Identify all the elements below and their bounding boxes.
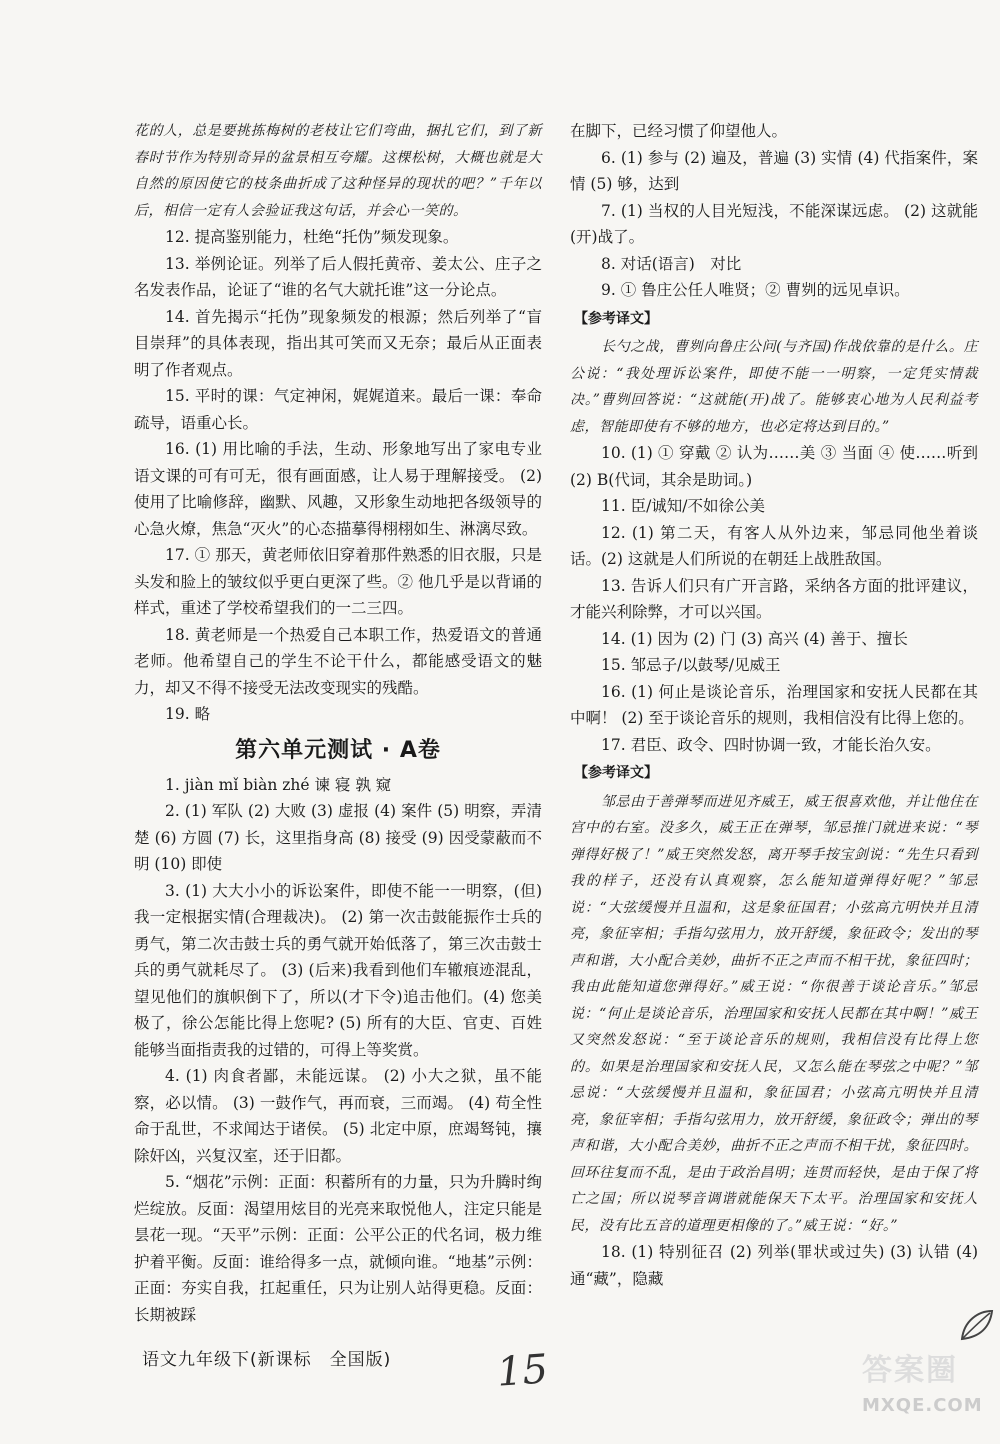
unit6-answer-14: 14. (1) 因为 (2) 门 (3) 高兴 (4) 善于、擅长 (601, 629, 908, 648)
reference-translation-2: 邹忌由于善弹琴而进见齐威王，威王很喜欢他，并让他住在宫中的右室。没多久，威王正在弹琴，邹忌推门就进来说：“琴弹得好极了！”威王突然发怒，离开琴手按宝剑说：“先生只看到我的样子，还没有认真观察，怎么能知道弹得好呢？”邹忌说：“大弦缓慢并且温和，这是象征国君；小弦高亢明快并且清亮，象征宰相；手指勾弦用力，放开舒缓，象征政令；发出的琴声和谐，大小配合美妙，曲折不正之声而不相干扰，象征四时；我由此能知道您弹得好。”威王说：“你很善于谈论音乐。”邹忌说：“何止是谈论音乐，治理国家和安抚人民都在其中啊！”威王又突然发怒说：“至于谈论音乐的规则，我相信没有比得上您的。如果是治理国家和安抚人民，又怎么能在琴弦之中呢？”邹忌说：“大弦缓慢并且温和，象征国君；小弦高亢明快并且清亮，象征宰相；手指勾弦用力，放开舒缓，象征政令；弹出的琴声和谐，大小配合美妙，曲折不正之声而不相干扰，象征四时。回环往复而不乱，是由于政治昌明；连贯而轻快，是由于保了将亡之国；所以说琴音调谐就能保天下太平。治理国家和安抚人民，没有比五音的道理更相像的了。”威王说：“好。” (570, 793, 978, 1234)
unit6-answer-7: 7. (1) 当权的人目光短浅，不能深谋远虑。 (2) 这就能(开)战了。 (570, 201, 978, 246)
unit6-answer-8: 8. 对话(语言) 对比 (601, 254, 742, 273)
unit6-answer-3: 3. (1) 大大小小的诉讼案件，即使不能一一明察，(但) 我一定根据实情(合理裁决)。 (2) 第一次击鼓能振作士兵的勇气，第二次击鼓士兵的勇气就开始低落了，第三次击鼓士兵的勇气就耗尽了。 (3) (后来)我看到他们车辙痕迹混乱，望见他们的旗帜倒下了，所以(才下令)追击他们。(4) 您美极了，徐公怎能比得上您呢? (5) 所有的大臣、官吏、百姓能够当面指责我的过错的，可得上等奖赏。 (134, 881, 542, 1059)
unit6-answer-2: 2. (1) 军队 (2) 大败 (3) 虚报 (4) 案件 (5) 明察，弄清楚 (6) 方圆 (7) 长，这里指身高 (8) 接受 (9) 因受蒙蔽而不明 (10) 即使 (134, 802, 542, 873)
answer-18: 18. 黄老师是一个热爱自己本职工作，热爱语文的普通老师。他希望自己的学生不论干什么，都能感受语文的魅力，却又不得不接受无法改变现实的残酷。 (134, 625, 542, 697)
unit6-answer-15: 15. 邹忌子/以鼓琴/见威王 (601, 656, 781, 674)
page-number: 15 (495, 1346, 550, 1396)
unit6-answer-1: 1. jiàn mǐ biàn zhé 谏 寝 孰 窥 (165, 775, 392, 794)
unit6-answer-4: 4. (1) 肉食者鄙，未能远谋。 (2) 小大之狱，虽不能察，必以情。 (3) 一鼓作气，再而衰，三而竭。 (4) 苟全性命于乱世，不求闻达于诸侯。 (5) 北定中原，庶竭驽钝，攘除奸凶，兴复汉室，还于旧都。 (134, 1067, 542, 1165)
watermark-url: MXQE.COM (862, 1395, 983, 1416)
reference-translation-1: 长勺之战，曹刿向鲁庄公问(与齐国)作战依靠的是什么。庄公说：“我处理诉讼案件，即使不能一一明察，一定凭实情裁决。”曹刿回答说：“这就能(开)战了。能够衷心地为人民利益考虑，智能即使有不够的地方，也必定将达到目的。” (570, 339, 978, 435)
unit6-answer-10: 10. (1) ① 穿戴 ② 认为……美 ③ 当面 ④ 使……听到 (2) B(代词，其余是助词。) (570, 444, 978, 489)
unit6-answer-13: 13. 告诉人们只有广开言路，采纳各方面的批评建议，才能兴利除弊，才可以兴国。 (570, 576, 978, 621)
answer-15: 15. 平时的课：气定神闲，娓娓道来。最后一课：奉命疏导，语重心长。 (134, 387, 542, 432)
answer-13: 13. 举例论证。列举了后人假托黄帝、姜太公、庄子之名发表作品，论证了“谁的名气大就托谁”这一分论点。 (134, 254, 542, 299)
reference-translation-label: 【参考译文】 (574, 310, 658, 327)
answer-19: 19. 略 (165, 705, 211, 723)
unit6-answer-16: 16. (1) 何止是谈论音乐，治理国家和安抚人民都在其中啊！ (2) 至于谈论音乐的规则，我相信没有比得上您的。 (570, 682, 978, 727)
book-footer: 语文九年级下(新课标 全国版) (142, 1350, 392, 1370)
left-column (134, 118, 542, 1328)
answer-11-continuation: 花的人，总是要挑拣梅树的老枝让它们弯曲，捆扎它们，到了新春时节作为特别奇异的盆景相互夸耀。这棵松树，大概也就是大自然的原因使它的枝条曲折成了这种怪异的现状的吧？”千年以后，相信一定有人会验证我这句话，并会心一笑的。 (134, 123, 542, 219)
unit6-answer-5: 5. “烟花”示例：正面：积蓄所有的力量，只为升腾时绚烂绽放。反面：渴望用炫目的光亮来取悦他人，注定只能是昙花一现。“天平”示例：正面：公平公正的代名词，极力维护着平衡。反面：谁给得多一点，就倾向谁。“地基”示例：正面：夯实自我，扛起重任，只为让别人站得更稳。反面：长期被踩 (134, 1173, 542, 1324)
unit6-answer-12: 12. (1) 第二天，有客人从外边来，邹忌同他坐着谈话。(2) 这就是人们所说的在朝廷上战胜敌国。 (570, 523, 978, 568)
answer-12: 12. 提高鉴别能力，杜绝“托伪”频发现象。 (165, 228, 459, 246)
reference-translation-label-2: 【参考译文】 (574, 765, 658, 781)
unit6-answer-9: 9. ① 鲁庄公任人唯贤；② 曹刿的远见卓识。 (601, 281, 910, 299)
right-column (570, 118, 978, 1292)
unit6-answer-11: 11. 臣/诚知/不如徐公美 (601, 497, 766, 515)
section-title: 第六单元测试 · A卷 (235, 737, 441, 763)
answer-17: 17. ① 那天，黄老师依旧穿着那件熟悉的旧衣服，只是头发和脸上的皱纹似乎更白更深了些。② 他几乎是以背诵的样式，重述了学校希望我们的一二三四。 (134, 546, 542, 617)
unit6-answer-6: 6. (1) 参与 (2) 遍及，普遍 (3) 实情 (4) 代指案件，案情 (5) 够，达到 (570, 148, 978, 193)
answer-5-continuation: 在脚下，已经习惯了仰望他人。 (570, 122, 788, 140)
watermark-leaf-icon (956, 1305, 996, 1345)
watermark-logo: 答案圈 (862, 1353, 958, 1388)
answer-14: 14. 首先揭示“托伪”现象频发的根源；然后列举了“盲目崇拜”的具体表现，指出其可笑而又无奈；最后从正面表明了作者观点。 (134, 307, 542, 379)
answer-16: 16. (1) 用比喻的手法，生动、形象地写出了家电专业语文课的可有可无，很有画面感，让人易于理解接受。 (2) 使用了比喻修辞，幽默、风趣，又形象生动地把各级领导的心急火燎，焦急“灭火”的心态描摹得栩栩如生、淋漓尽致。 (134, 440, 542, 538)
unit6-answer-18: 18. (1) 特别征召 (2) 列举(罪状或过失) (3) 认错 (4) 通“藏”，隐藏 (570, 1243, 978, 1288)
unit6-answer-17: 17. 君臣、政令、四时协调一致，才能长治久安。 (601, 735, 941, 754)
